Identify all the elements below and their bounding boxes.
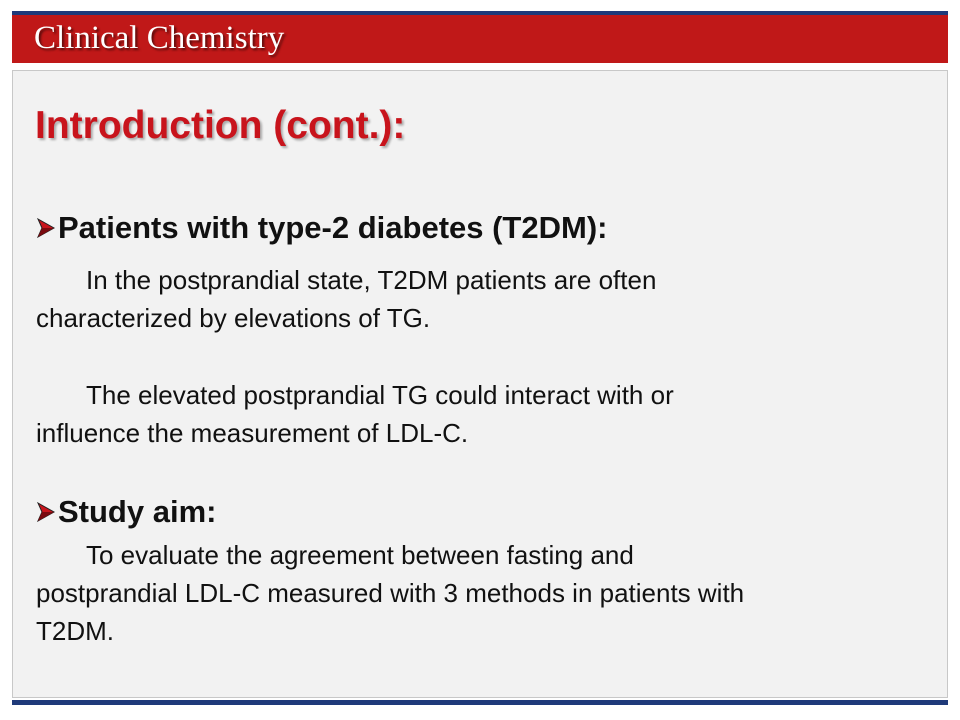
- journal-title: Clinical Chemistry: [34, 20, 285, 56]
- paragraph-line: The elevated postprandial TG could interact with or: [86, 380, 674, 410]
- arrow-bullet-icon: [36, 501, 56, 523]
- paragraph-line: influence the measurement of LDL-C.: [36, 418, 469, 448]
- bullet-heading-text: Patients with type-2 diabetes (T2DM):: [58, 210, 608, 245]
- bullet-heading-study-aim: [36, 494, 216, 530]
- paragraph-line: In the postprandial state, T2DM patients are often: [86, 265, 657, 295]
- bullet-heading-text: Study aim:: [58, 494, 217, 529]
- slide-title: Introduction (cont.):: [35, 104, 406, 147]
- paragraph-postprandial-state: [36, 261, 916, 337]
- footer-rule: [12, 700, 948, 705]
- paragraph-line: To evaluate the agreement between fasting and: [86, 540, 634, 570]
- paragraph-elevated-tg: [36, 376, 916, 452]
- arrow-bullet-icon: [36, 217, 56, 239]
- paragraph-line: characterized by elevations of TG.: [36, 303, 431, 333]
- paragraph-line: T2DM.: [36, 616, 114, 646]
- header-bar: [12, 15, 948, 63]
- bullet-heading-patients: [36, 210, 607, 246]
- paragraph-study-aim: [36, 536, 916, 650]
- paragraph-line: postprandial LDL-C measured with 3 methods in patients with: [36, 578, 745, 608]
